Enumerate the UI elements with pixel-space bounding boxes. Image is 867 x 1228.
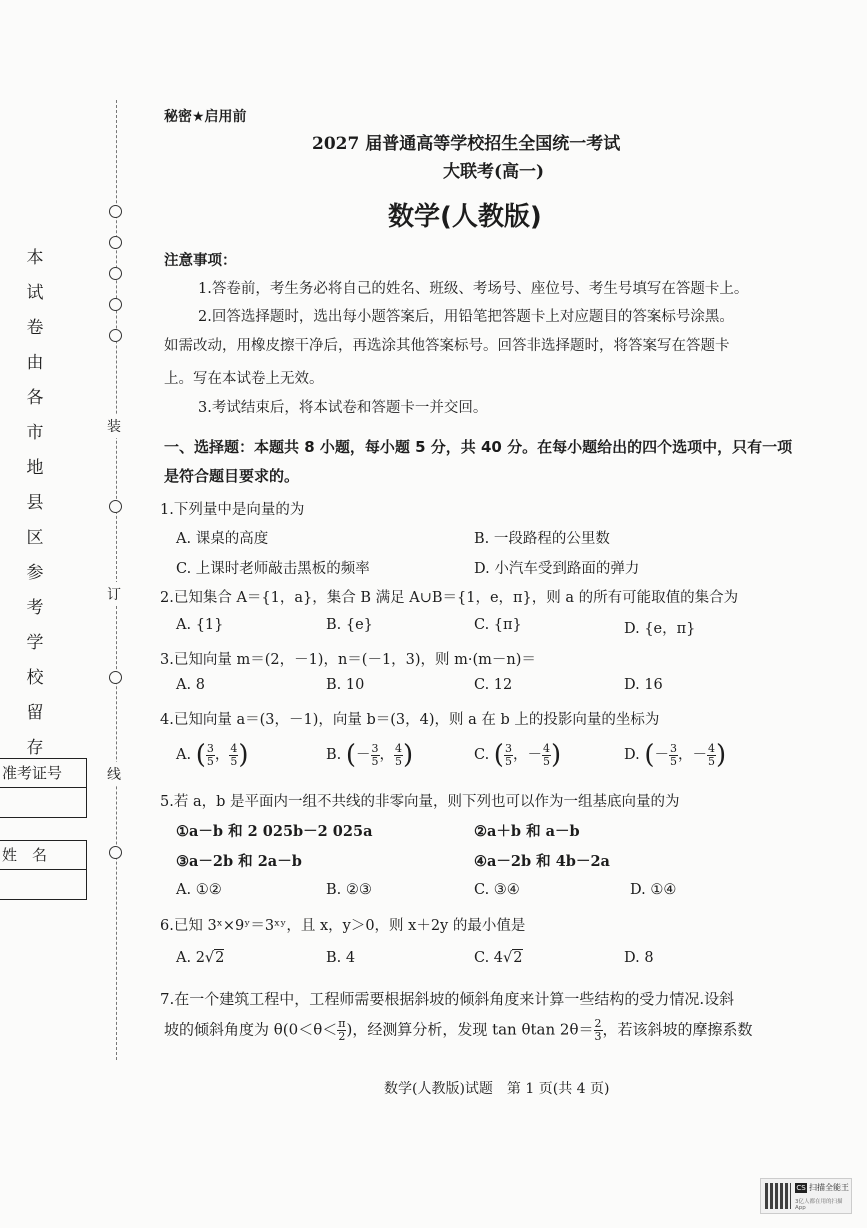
- side-notice-char: 试: [26, 283, 44, 303]
- question-4-option-d: D. (－ $\frac{3}{5}$ ，－ $\frac{4}{5}$ ): [624, 740, 727, 770]
- fraction: $\frac{3}{5}$: [371, 741, 379, 768]
- question-5-option-d: D. ①④: [630, 882, 677, 898]
- paren: ): [715, 740, 727, 770]
- question-5-choice-1: ①a－b 和 2 025b－2 025a: [176, 823, 373, 840]
- side-notice-char: 卷: [26, 318, 44, 338]
- secret-label: 秘密★启用前: [164, 109, 247, 125]
- binding-label-zhuang: 装: [107, 414, 121, 438]
- question-5-choice-3: ③a－2b 和 2a－b: [176, 853, 302, 870]
- side-notice-char: 留: [26, 703, 44, 723]
- question-1-stem: 1.下列量中是向量的为: [160, 502, 305, 518]
- fraction: $\frac{4}{5}$: [395, 741, 403, 768]
- fraction: $\frac{4}{5}$: [707, 741, 715, 768]
- page-footer: 数学(人教版)试题 第 1 页(共 4 页): [384, 1081, 610, 1097]
- question-3-option-d: D. 16: [624, 677, 663, 693]
- binding-hole: [109, 298, 122, 311]
- binding-label-xian: 线: [107, 762, 121, 786]
- notes-item-2: 2.回答选择题时，选出每小题答案后，用铅笔把答题卡上对应题目的答案标号涂黑。: [198, 309, 734, 325]
- question-6-option-a: A. 2√2: [176, 950, 225, 966]
- notes-item-2-cont: 如需改动，用橡皮擦干净后，再选涂其他答案标号。回答非选择题时，将答案写在答题卡: [164, 338, 730, 354]
- sqrt-sign: √: [204, 950, 215, 966]
- question-5-choice-4: ④a－2b 和 4b－2a: [474, 853, 610, 870]
- binding-hole: [109, 846, 122, 859]
- question-5-option-b: B. ②③: [326, 882, 372, 898]
- side-notice-char: 市: [26, 423, 44, 443]
- question-2-option-b: B. {e}: [326, 617, 373, 633]
- exam-subtitle: 大联考(高一): [443, 162, 545, 182]
- question-3-option-c: C. 12: [474, 677, 513, 693]
- side-notice-char: 存: [26, 738, 44, 758]
- notes-heading: 注意事项：: [164, 253, 237, 269]
- side-notice-char: 本: [26, 248, 44, 268]
- qr-code-icon: [765, 1183, 791, 1209]
- question-1-option-c: C. 上课时老师敲击黑板的频率: [176, 561, 370, 577]
- notes-item-3: 3.考试结束后，将本试卷和答题卡一并交回。: [198, 400, 488, 416]
- paren: ): [238, 740, 249, 770]
- ticket-number-box: [0, 758, 87, 818]
- binding-hole: [109, 236, 122, 249]
- question-2-option-c: C. {π}: [474, 617, 522, 633]
- sqrt-sign: √: [503, 950, 513, 966]
- binding-hole: [109, 671, 122, 684]
- paren: (: [644, 740, 655, 770]
- fraction: $\frac{2}{3}$: [594, 1017, 602, 1043]
- binding-hole: [109, 500, 122, 513]
- question-6-option-b: B. 4: [326, 950, 356, 966]
- scanner-badge: CS: [796, 1184, 806, 1192]
- side-notice-char: 区: [26, 528, 44, 548]
- paren: (: [493, 740, 504, 770]
- fraction: $\frac{4}{5}$: [542, 741, 550, 768]
- name-label: 姓 名: [0, 841, 86, 870]
- side-notice-char: 学: [26, 633, 44, 653]
- question-1-option-b: B. 一段路程的公里数: [474, 531, 610, 547]
- name-box: [0, 840, 87, 900]
- side-notice-char: 参: [26, 563, 44, 583]
- scanner-tagline: 3亿人都在用的扫描App: [795, 1199, 843, 1211]
- option-letter: B.: [326, 747, 342, 763]
- question-6-stem: 6.已知 3ˣ×9ʸ＝3ˣʸ，且 x，y＞0，则 x＋2y 的最小值是: [160, 918, 526, 934]
- option-letter: A.: [176, 747, 192, 763]
- exam-title: 2027 届普通高等学校招生全国统一考试: [312, 134, 621, 154]
- question-5-option-a: A. ①②: [176, 882, 222, 898]
- scanner-watermark: [760, 1178, 852, 1214]
- binding-hole: [109, 267, 122, 280]
- fraction: $\frac{\pi}{2}$: [338, 1017, 346, 1043]
- question-3-option-a: A. 8: [176, 677, 205, 693]
- binding-label-ding: 订: [107, 582, 121, 606]
- question-4-option-c: C. ( $\frac{3}{5}$ ，－ $\frac{4}{5}$ ): [474, 740, 562, 770]
- question-5-choice-2: ②a＋b 和 a－b: [474, 823, 580, 840]
- option-letter: C.: [474, 747, 490, 763]
- paren: (: [345, 740, 357, 770]
- paren: ): [403, 740, 414, 770]
- question-5-option-c: C. ③④: [474, 882, 520, 898]
- fraction: $\frac{3}{5}$: [206, 741, 214, 768]
- scanner-name: 扫描全能王: [809, 1183, 849, 1192]
- question-3-stem: 3.已知向量 m＝(2，－1)，n＝(－1，3)，则 m·(m－n)＝: [160, 652, 536, 668]
- question-2-option-d: D. {e，π}: [624, 621, 696, 637]
- notes-item-2-end: 上。写在本试卷上无效。: [164, 371, 324, 387]
- fraction: $\frac{3}{5}$: [669, 741, 677, 768]
- side-notice-char: 由: [26, 353, 44, 373]
- question-4-option-a: A. ( $\frac{3}{5}$ ， $\frac{4}{5}$ ): [176, 740, 249, 770]
- side-notice-char: 考: [26, 598, 44, 618]
- notes-item-1: 1.答卷前，考生务必将自己的姓名、班级、考场号、座位号、考生号填写在答题卡上。: [198, 281, 749, 297]
- question-6-option-d: D. 8: [624, 950, 654, 966]
- fraction: $\frac{4}{5}$: [230, 741, 238, 768]
- option-letter: D.: [624, 747, 640, 763]
- side-notice-char: 县: [26, 493, 44, 513]
- question-7-stem-cont: 坡的倾斜角度为 θ(0＜θ＜ $\frac{\pi}{2}$ )，经测算分析，发现 tan θtan 2θ＝ $\frac{2}{3}$ ，若该斜坡的摩擦系数: [164, 1017, 753, 1043]
- side-notice-char: 校: [26, 668, 44, 688]
- side-notice-char: 各: [26, 388, 44, 408]
- paren: ): [550, 740, 562, 770]
- question-3-option-b: B. 10: [326, 677, 365, 693]
- binding-hole: [109, 329, 122, 342]
- section-heading: 一、选择题：本题共 8 小题，每小题 5 分，共 40 分。在每小题给出的四个选项中，只有一项: [164, 438, 793, 456]
- question-6-option-c: C. 4√2: [474, 950, 523, 966]
- question-2-stem: 2.已知集合 A＝{1，a}，集合 B 满足 A∪B＝{1，e，π}，则 a 的所有可能取值的集合为: [160, 590, 739, 606]
- section-heading-cont: 是符合题目要求的。: [164, 467, 300, 485]
- question-1-option-a: A. 课桌的高度: [176, 531, 269, 547]
- side-notice-char: 地: [26, 458, 44, 478]
- binding-hole: [109, 205, 122, 218]
- fraction: $\frac{3}{5}$: [504, 741, 512, 768]
- paren: (: [195, 740, 206, 770]
- subject-title: 数学(人教版): [388, 202, 542, 232]
- question-4-option-b: B. (－ $\frac{3}{5}$ ， $\frac{4}{5}$ ): [326, 740, 414, 770]
- question-2-option-a: A. {1}: [176, 617, 224, 633]
- question-1-option-d: D. 小汽车受到路面的弹力: [474, 561, 640, 577]
- question-4-stem: 4.已知向量 a＝(3，－1)，向量 b＝(3，4)，则 a 在 b 上的投影向量的坐标为: [160, 712, 660, 728]
- ticket-number-label: 准考证号: [0, 759, 86, 788]
- question-7-stem: 7.在一个建筑工程中，工程师需要根据斜坡的倾斜角度来计算一些结构的受力情况.设斜: [160, 990, 735, 1008]
- question-5-stem: 5.若 a，b 是平面内一组不共线的非零向量，则下列也可以作为一组基底向量的为: [160, 794, 680, 810]
